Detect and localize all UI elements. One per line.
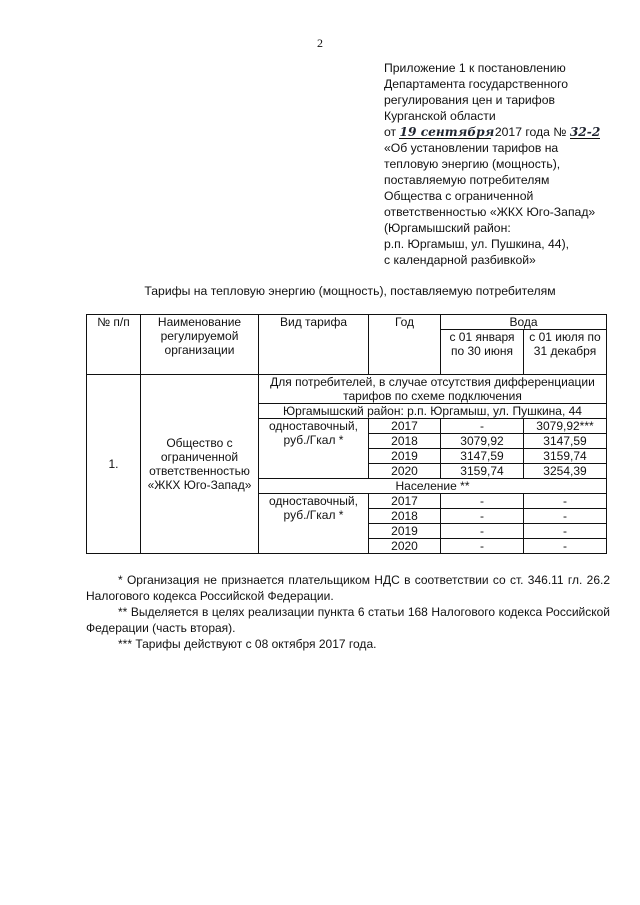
year-cell: 2020 [369,464,441,479]
appendix-line: «Об установлении тарифов на [384,141,559,155]
header-num: № п/п [87,315,141,375]
tariff-value: - [441,419,524,434]
tariff-value: - [441,509,524,524]
appendix-line: Приложение 1 к постановлению [384,61,566,75]
appendix-line: (Юргамышский район: [384,221,511,235]
year-cell: 2017 [369,494,441,509]
document-title: Тарифы на тепловую энергию (мощность), поставляемую потребителям [144,284,556,298]
appendix-line: Общества с ограниченной [384,189,534,203]
section-consumers: Для потребителей, в случае отсутствия дифференциации тарифов по схеме подключения [259,375,607,404]
tariff-value: - [441,524,524,539]
tariff-value: 3159,74 [524,449,607,464]
date-year: 2017 года [494,125,550,139]
footnotes [86,572,610,652]
date-prefix: от [384,125,397,139]
appendix-line: поставляемую потребителям [384,173,550,187]
tariff-value: 3254,39 [524,464,607,479]
year-cell: 2020 [369,539,441,554]
year-cell: 2018 [369,434,441,449]
appendix-line: регулирования цен и тарифов [384,93,555,107]
tariff-value: 3159,74 [441,464,524,479]
tariff-value: - [441,494,524,509]
table-header-row [87,315,607,330]
header-org-name: Наименование регулируемой организации [141,315,259,375]
header-second-half: с 01 июля по 31 декабря [524,330,607,375]
tariff-type: одноставочный, руб./Гкал * [259,419,369,479]
table-row [87,375,607,404]
tariff-value: 3079,92 [441,434,524,449]
tariff-value: - [441,539,524,554]
year-cell: 2017 [369,419,441,434]
organization-name: Общество с ограниченной ответственностью «ЖКХ Юго-Запад» [141,375,259,554]
appendix-date-line [384,124,624,140]
page-number: 2 [317,36,323,50]
tariff-value: 3079,92*** [524,419,607,434]
footnote-effective-date: *** Тарифы действуют с 08 октября 2017 года. [118,637,377,651]
handwritten-number: 32-2 [569,125,601,139]
appendix-line: тепловую энергию (мощность), [384,157,561,171]
appendix-line: Курганской области [384,109,496,123]
header-tariff-type: Вид тарифа [259,315,369,375]
appendix-header [384,60,624,268]
year-cell: 2019 [369,524,441,539]
tariff-value: - [524,494,607,509]
appendix-line: ответственностью «ЖКХ Юго-Запад» [384,205,596,219]
header-year: Год [369,315,441,375]
tariff-value: - [524,509,607,524]
year-cell: 2018 [369,509,441,524]
appendix-line: р.п. Юргамыш, ул. Пушкина, 44), [384,237,570,251]
appendix-line: Департамента государственного [384,77,569,91]
tariff-table [86,314,607,554]
year-cell: 2019 [369,449,441,464]
tariff-value: 3147,59 [524,434,607,449]
header-water: Вода [441,315,607,330]
row-number: 1. [87,375,141,554]
tariff-value: - [524,524,607,539]
population-row: Население ** [259,479,607,494]
footnote-vat: * Организация не признается плательщиком НДС в соответствии со ст. 346.11 гл. 26.2 Налогового кодекса Российской Федерации. [86,573,610,603]
tariff-type: одноставочный, руб./Гкал * [259,494,369,554]
appendix-line: с календарной разбивкой» [384,253,536,267]
tariff-value: 3147,59 [441,449,524,464]
footnote-allocation: ** Выделяется в целях реализации пункта 6 статьи 168 Налогового кодекса Российской Федерации (часть вторая). [86,605,610,635]
handwritten-date: 19 сентября [399,125,495,139]
header-first-half: с 01 января по 30 июня [441,330,524,375]
number-prefix: № [553,125,567,139]
district-row: Юргамышский район: р.п. Юргамыш, ул. Пушкина, 44 [259,404,607,419]
tariff-value: - [524,539,607,554]
